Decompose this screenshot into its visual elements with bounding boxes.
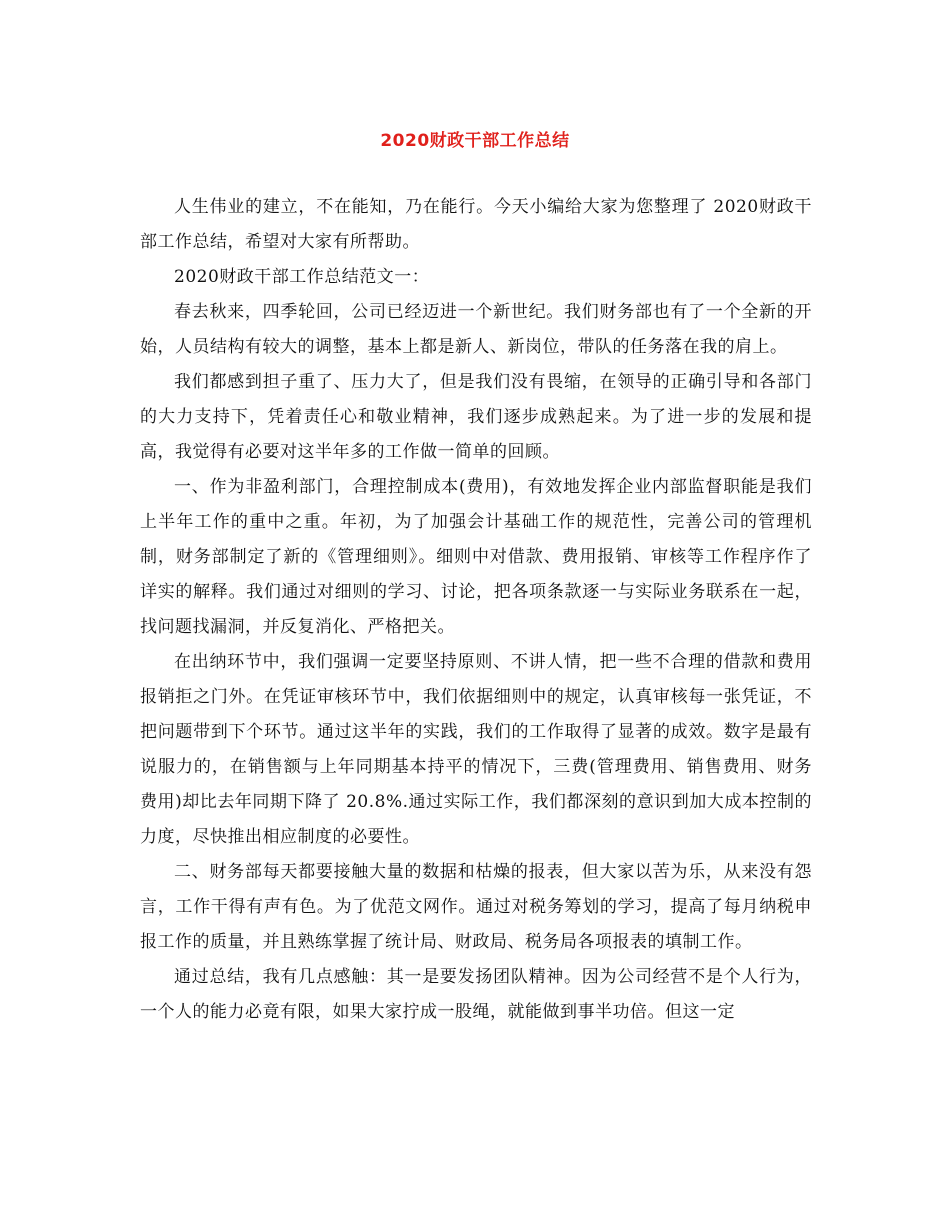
paragraph-cost-control: 一、作为非盈利部门，合理控制成本(费用)，有效地发挥企业内部监督职能是我们上半年工作的重中之重。年初，为了加强会计基础工作的规范性，完善公司的管理机制，财务部制定了新的《管理细则》。细则中对借款、费用报销、审核等工作程序作了详实的解释。我们通过对细则的学习、讨论，把各项条款逐一与实际业务联系在一起，找问题找漏洞，并反复消化、严格把关。 bbox=[140, 477, 812, 637]
paragraph-team-spirit: 通过总结，我有几点感触：其一是要发扬团队精神。因为公司经营不是个人行为，一个人的能力必竟有限，如果大家拧成一股绳，就能做到事半功倍。但这一定 bbox=[140, 967, 812, 1022]
paragraph-reports: 二、财务部每天都要接触大量的数据和枯燥的报表，但大家以苦为乐，从来没有怨言，工作干得有声有色。为了优范文网作。通过对税务筹划的学习，提高了每月纳税申报工作的质量，并且熟练掌握了统计局、财政局、税务局各项报表的填制工作。 bbox=[140, 862, 812, 952]
paragraph-sample-heading: 2020财政干部工作总结范文一： bbox=[174, 267, 430, 287]
document-body bbox=[140, 190, 812, 1030]
document-title: 2020财政干部工作总结 bbox=[380, 131, 570, 151]
paragraph-pressure: 我们都感到担子重了、压力大了，但是我们没有畏缩，在领导的正确引导和各部门的大力支持下，凭着责任心和敬业精神，我们逐步成熟起来。为了进一步的发展和提高，我觉得有必要对这半年多的工作做一简单的回顾。 bbox=[140, 372, 812, 462]
paragraph-intro: 人生伟业的建立，不在能知，乃在能行。今天小编给大家为您整理了 2020财政干部工作总结，希望对大家有所帮助。 bbox=[140, 197, 812, 252]
paragraph-cashier-audit: 在出纳环节中，我们强调一定要坚持原则、不讲人情，把一些不合理的借款和费用报销拒之门外。在凭证审核环节中，我们依据细则中的规定，认真审核每一张凭证，不把问题带到下个环节。通过这半年的实践，我们的工作取得了显著的成效。数字是最有说服力的，在销售额与上年同期基本持平的情况下，三费(管理费用、销售费用、财务费用)却比去年同期下降了 20.8%.通过实际工作，我们都深刻的意识到加大成本控制的力度，尽快推出相应制度的必要性。 bbox=[140, 652, 812, 847]
paragraph-new-start: 春去秋来，四季轮回，公司已经迈进一个新世纪。我们财务部也有了一个全新的开始，人员结构有较大的调整，基本上都是新人、新岗位，带队的任务落在我的肩上。 bbox=[140, 302, 812, 357]
